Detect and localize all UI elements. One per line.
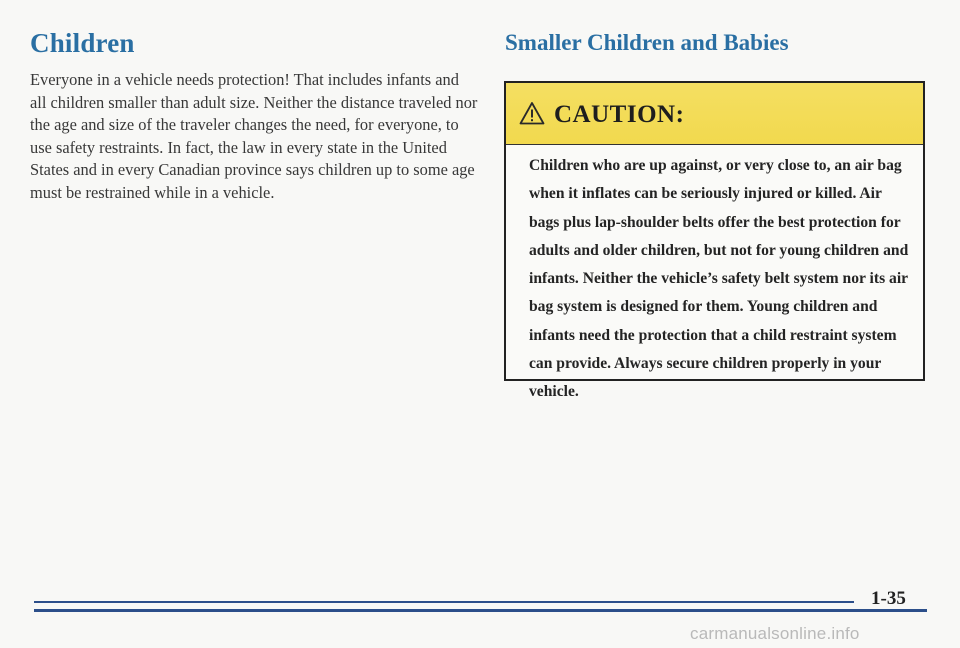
subsection-title: Smaller Children and Babies [505,30,789,55]
section-paragraph: Everyone in a vehicle needs protection! That includes infants and all children smaller than adult size. Neither the distance traveled nor the age and size of the traveler changes the need, for everyone, to use safety restraints. In fact, the law in every state in the United States and in every Canadian province says children up to some age must be restrained while in a vehicle. [30,70,478,202]
caution-header [506,83,923,145]
footer-rule-thin [34,601,854,603]
section-title: Children [30,28,135,58]
footer-rule-thick [34,609,927,612]
watermark: carmanualsonline.info [690,624,860,643]
caution-text: Children who are up against, or very close to, an air bag when it inflates can be seriously injured or killed. Air bags plus lap-shoulder belts offer the best protection for adults and older children, but not for young children and infants. Neither the vehicle’s safety belt system nor its air bag system is designed for them. Young children and infants need the protection that a child restraint system can provide. Always secure children properly in your vehicle. [529,157,909,401]
page-number: 1-35 [871,588,906,609]
caution-title: CAUTION: [554,101,685,128]
warning-triangle-icon [519,101,545,125]
caution-box [504,81,925,401]
